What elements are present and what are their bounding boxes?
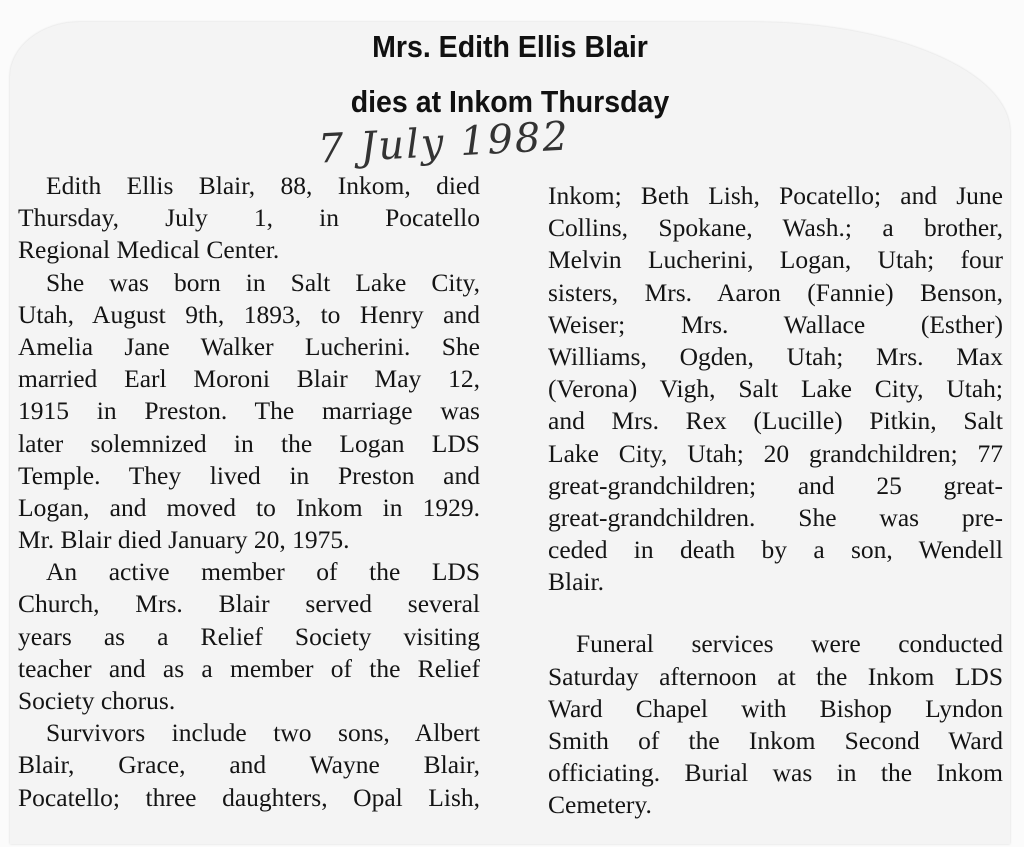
text-line: Blair, Grace, and Wayne Blair, (18, 750, 480, 780)
text-line: Blair. (548, 567, 604, 597)
headline-line-2: dies at Inkom Thursday (350, 84, 670, 119)
text-line: Weiser; Mrs. Wallace (Esther) (548, 309, 1003, 339)
text-line: Melvin Lucherini, Logan, Utah; four (548, 245, 1003, 275)
text-line: She was born in Salt Lake City, (46, 267, 480, 297)
text-line: Williams, Ogden, Utah; Mrs. Max (548, 341, 1003, 371)
text-line: 1915 in Preston. The marriage was (18, 396, 480, 426)
text-line: Funeral services were conducted (576, 629, 1003, 659)
text-line: Utah, August 9th, 1893, to Henry and (18, 299, 480, 329)
text-line: Cemetery. (548, 790, 652, 820)
text-line: ceded in death by a son, Wendell (548, 535, 1003, 565)
handwritten-date: 7 July 1982 (316, 113, 571, 173)
text-line: An active member of the LDS (46, 557, 480, 587)
article-column-left (18, 170, 480, 814)
text-line: teacher and as a member of the Relief (18, 653, 480, 683)
text-line: Ward Chapel with Bishop Lyndon (548, 693, 1003, 723)
text-line: Society chorus. (18, 686, 176, 715)
text-line: Temple. They lived in Preston and (18, 460, 480, 490)
text-line: and Mrs. Rex (Lucille) Pitkin, Salt (548, 406, 1003, 436)
text-line: Mr. Blair died January 20, 1975. (18, 525, 350, 555)
text-line: great-grandchildren. She was pre- (548, 502, 1003, 532)
text-line: sisters, Mrs. Aaron (Fannie) Benson, (548, 277, 1003, 307)
text-line: Pocatello; three daughters, Opal Lish, (18, 782, 480, 812)
paragraph-gap (548, 598, 1003, 628)
text-line: Collins, Spokane, Wash.; a brother, (548, 213, 1003, 243)
text-line: Edith Ellis Blair, 88, Inkom, died (46, 171, 480, 200)
text-line: Amelia Jane Walker Lucherini. She (18, 331, 480, 361)
text-line: Smith of the Inkom Second Ward (548, 726, 1003, 755)
text-line: later solemnized in the Logan LDS (18, 428, 480, 458)
headline-line-1: Mrs. Edith Ellis Blair (372, 29, 648, 64)
text-line: Logan, and moved to Inkom in 1929. (18, 492, 480, 522)
text-line: (Verona) Vigh, Salt Lake City, Utah; (548, 374, 1003, 404)
text-line: Lake City, Utah; 20 grandchildren; 77 (548, 438, 1003, 468)
text-line: married Earl Moroni Blair May 12, (18, 364, 480, 394)
text-line: great-grandchildren; and 25 great- (548, 470, 1003, 500)
text-line: Church, Mrs. Blair served several (18, 589, 480, 619)
text-line: Saturday afternoon at the Inkom LDS (548, 661, 1003, 691)
text-line: Survivors include two sons, Albert (46, 718, 480, 748)
text-line: officiating. Burial was in the Inkom (548, 758, 1003, 788)
text-line: years as a Relief Society visiting (18, 621, 480, 651)
text-line: Thursday, July 1, in Pocatello (18, 203, 480, 233)
text-line: Regional Medical Center. (18, 235, 280, 265)
article-column-right (548, 180, 1003, 822)
text-line: Inkom; Beth Lish, Pocatello; and June (548, 181, 1003, 210)
